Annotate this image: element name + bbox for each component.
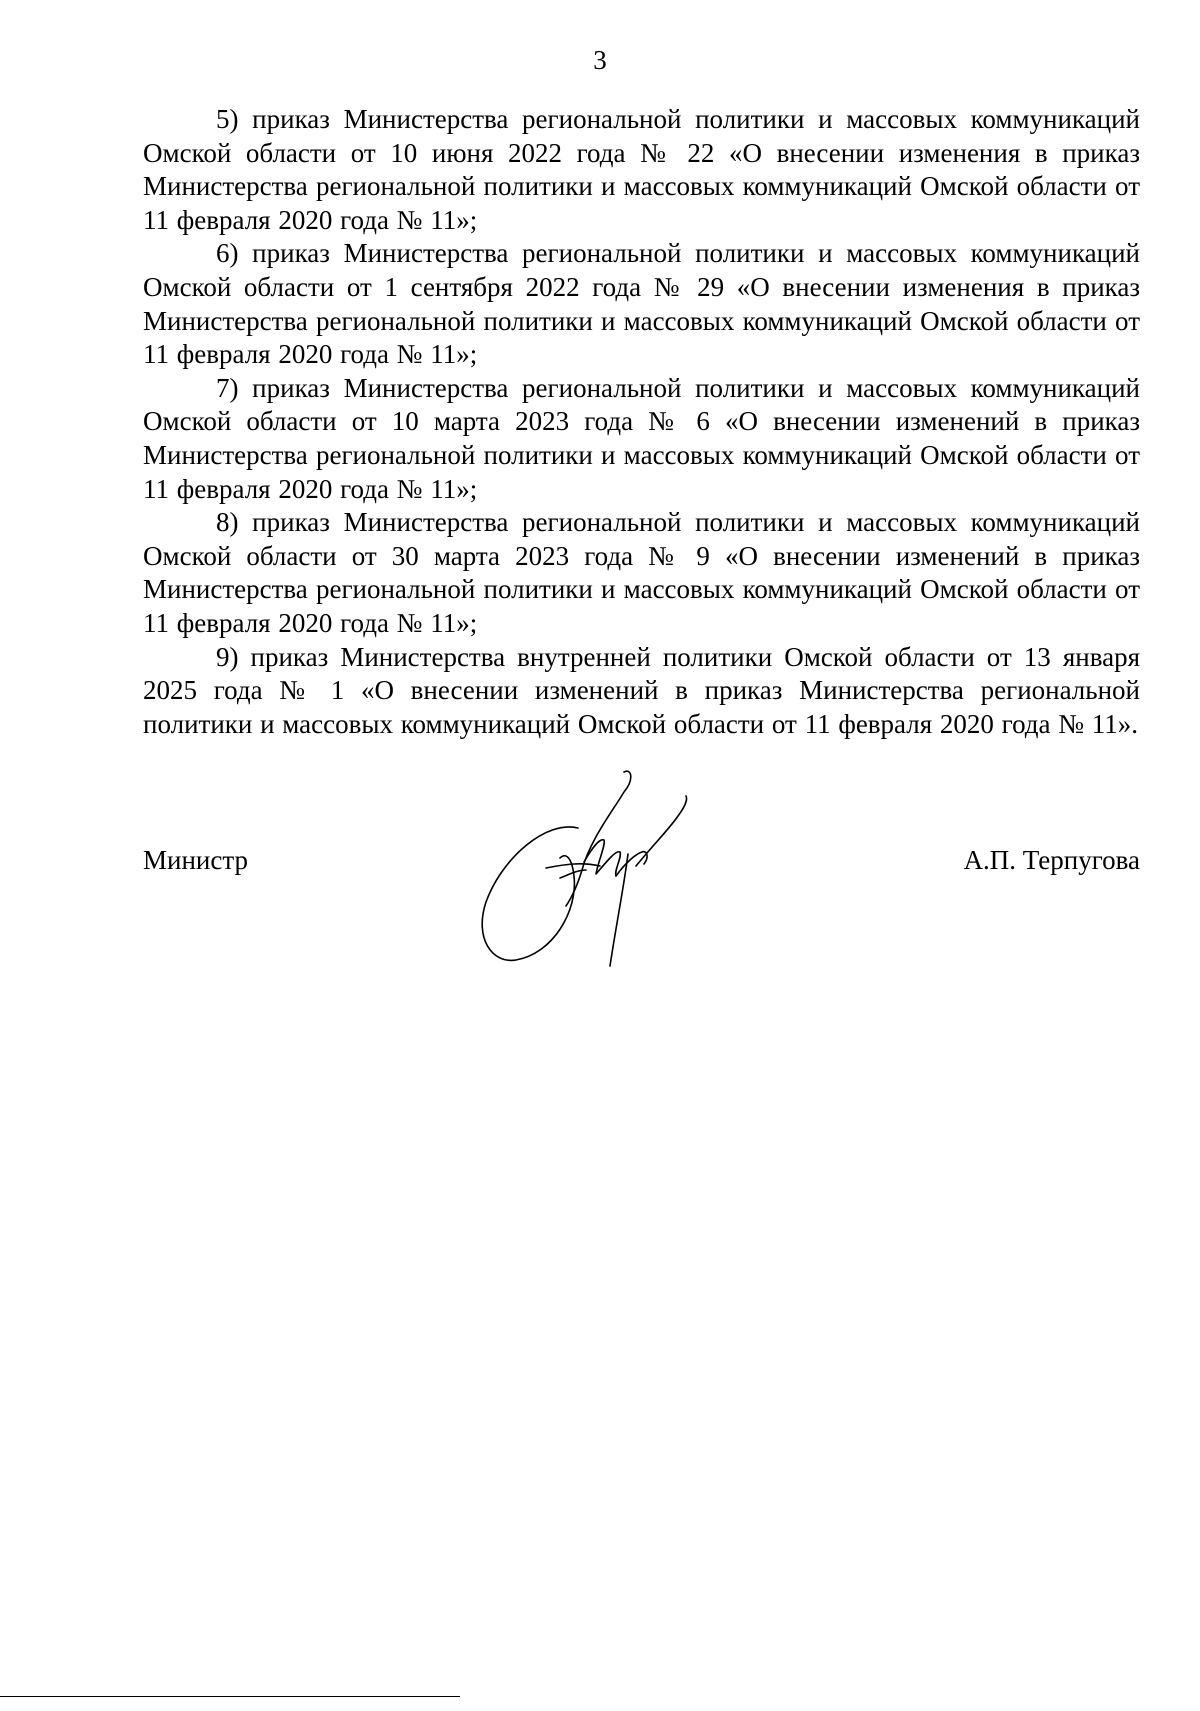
signer-name: А.П. Терпугова xyxy=(963,845,1140,875)
document-body xyxy=(143,103,1140,741)
list-item: 5) приказ Министерства региональной политики и массовых коммуникаций Омской области от 10 июня 2022 года № 22 «О внесении изменения в приказ Министерства региональной политики и массовых коммуникаций Омской области от 11 февраля 2020 года № 11»; xyxy=(143,104,1140,235)
list-item: 9) приказ Министерства внутренней политики Омской области от 13 января 2025 года № 1 «О внесении изменений в приказ Министерства региональной политики и массовых коммуникаций Омской области от 11 февраля 2020 года № 11». xyxy=(143,641,1140,739)
signer-position: Министр xyxy=(143,845,248,875)
list-item: 6) приказ Министерства региональной политики и массовых коммуникаций Омской области от 1 сентября 2022 года № 29 «О внесении изменения в приказ Министерства региональной политики и массовых коммуникаций Омской области от 11 февраля 2020 года № 11»; xyxy=(143,238,1140,370)
page-number: 3 xyxy=(593,45,607,75)
footer-rule xyxy=(0,1696,460,1697)
list-item: 7) приказ Министерства региональной политики и массовых коммуникаций Омской области от 10 марта 2023 года № 6 «О внесении изменений в приказ Министерства региональной политики и массовых коммуникаций Омской области от 11 февраля 2020 года № 11»; xyxy=(143,372,1140,504)
list-item: 8) приказ Министерства региональной политики и массовых коммуникаций Омской области от 30 марта 2023 года № 9 «О внесении изменений в приказ Министерства региональной политики и массовых коммуникаций Омской области от 11 февраля 2020 года № 11»; xyxy=(143,507,1140,638)
handwritten-signature xyxy=(474,766,754,971)
